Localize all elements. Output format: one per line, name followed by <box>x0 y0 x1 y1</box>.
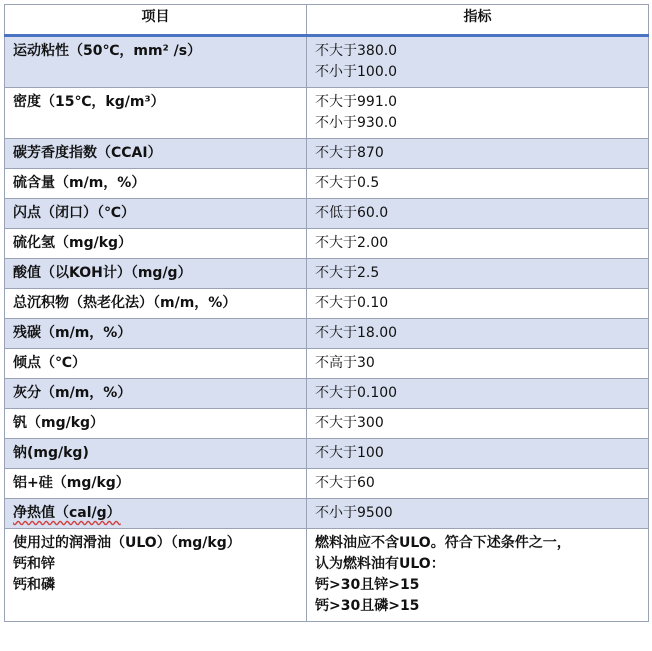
table-row <box>5 379 649 409</box>
item-text: 铝+硅（mg/kg） <box>13 475 130 491</box>
item-cell <box>5 289 307 319</box>
table-row <box>5 169 649 199</box>
value-cell <box>307 289 649 319</box>
table-row <box>5 409 649 439</box>
table-row <box>5 319 649 349</box>
item-cell <box>5 229 307 259</box>
spec-table-container <box>4 4 648 622</box>
value-text: 不大于0.100 <box>315 385 398 401</box>
item-cell <box>5 409 307 439</box>
value-text: 不高于30 <box>315 355 375 371</box>
value-cell <box>307 88 649 139</box>
table-row <box>5 229 649 259</box>
table-row <box>5 36 649 88</box>
value-text: 不大于100 <box>315 445 384 461</box>
value-text: 不小于100.0 <box>315 64 398 80</box>
item-cell <box>5 199 307 229</box>
value-text: 燃料油应不含ULO。符合下述条件之一， <box>315 535 571 551</box>
value-cell <box>307 469 649 499</box>
value-cell <box>307 409 649 439</box>
value-text: 钙>30且磷>15 <box>315 598 420 614</box>
item-cell <box>5 349 307 379</box>
table-row <box>5 439 649 469</box>
table-row <box>5 199 649 229</box>
value-text: 不低于60.0 <box>315 205 389 221</box>
value-text: 不大于18.00 <box>315 325 398 341</box>
item-cell <box>5 439 307 469</box>
item-cell <box>5 469 307 499</box>
value-text: 不大于2.5 <box>315 265 380 281</box>
value-text: 不大于2.00 <box>315 235 389 251</box>
value-text: 不大于991.0 <box>315 94 398 110</box>
item-text: 闪点（闭口）（℃） <box>13 205 135 221</box>
table-row <box>5 139 649 169</box>
item-cell <box>5 36 307 88</box>
item-cell <box>5 529 307 622</box>
item-cell <box>5 319 307 349</box>
value-cell <box>307 229 649 259</box>
table-row <box>5 289 649 319</box>
item-text: 酸值（以KOH计）（mg/g） <box>13 265 192 281</box>
table-row <box>5 349 649 379</box>
table-row <box>5 499 649 529</box>
value-text: 不大于0.10 <box>315 295 389 311</box>
value-cell <box>307 259 649 289</box>
item-cell <box>5 88 307 139</box>
value-text: 钙>30且锌>15 <box>315 577 420 593</box>
table-row <box>5 88 649 139</box>
item-text: 残碳（m/m，%） <box>13 325 132 341</box>
value-text: 不大于60 <box>315 475 375 491</box>
value-cell <box>307 139 649 169</box>
table-row <box>5 469 649 499</box>
item-text: 钠(mg/kg) <box>13 445 89 461</box>
item-text: 倾点（℃） <box>13 355 86 371</box>
value-cell <box>307 349 649 379</box>
table-row <box>5 259 649 289</box>
item-cell <box>5 259 307 289</box>
item-text: 钙和磷 <box>13 577 55 593</box>
value-cell <box>307 319 649 349</box>
item-text: 硫含量（m/m，%） <box>13 175 146 191</box>
fuel-oil-spec-table <box>4 4 649 622</box>
value-text: 不大于870 <box>315 145 384 161</box>
value-cell <box>307 379 649 409</box>
table-header-row <box>5 5 649 36</box>
item-text: 运动粘性（50℃，mm² /s） <box>13 43 202 59</box>
value-cell <box>307 529 649 622</box>
item-text: 钒（mg/kg） <box>13 415 105 431</box>
value-cell <box>307 36 649 88</box>
value-text: 不小于930.0 <box>315 115 398 131</box>
item-text: 灰分（m/m，%） <box>13 385 132 401</box>
item-text: 使用过的润滑油（ULO）（mg/kg） <box>13 535 241 551</box>
value-text: 不大于380.0 <box>315 43 398 59</box>
item-cell <box>5 139 307 169</box>
value-text: 不大于300 <box>315 415 384 431</box>
value-text: 不小于9500 <box>315 505 393 521</box>
item-text: 净热值（cal/g） <box>13 505 121 521</box>
value-cell <box>307 499 649 529</box>
item-cell <box>5 499 307 529</box>
value-cell <box>307 439 649 469</box>
header-spec: 指标 <box>307 5 649 36</box>
item-cell <box>5 379 307 409</box>
item-text: 密度（15℃，kg/m³） <box>13 94 165 110</box>
item-text: 总沉积物（热老化法）（m/m，%） <box>13 295 237 311</box>
item-cell <box>5 169 307 199</box>
value-text: 不大于0.5 <box>315 175 380 191</box>
table-row <box>5 529 649 622</box>
item-text: 钙和锌 <box>13 556 55 572</box>
value-cell <box>307 169 649 199</box>
item-text: 硫化氢（mg/kg） <box>13 235 133 251</box>
item-text: 碳芳香度指数（CCAI） <box>13 145 162 161</box>
value-cell <box>307 199 649 229</box>
value-text: 认为燃料油有ULO： <box>315 556 445 572</box>
header-item: 项目 <box>5 5 307 36</box>
